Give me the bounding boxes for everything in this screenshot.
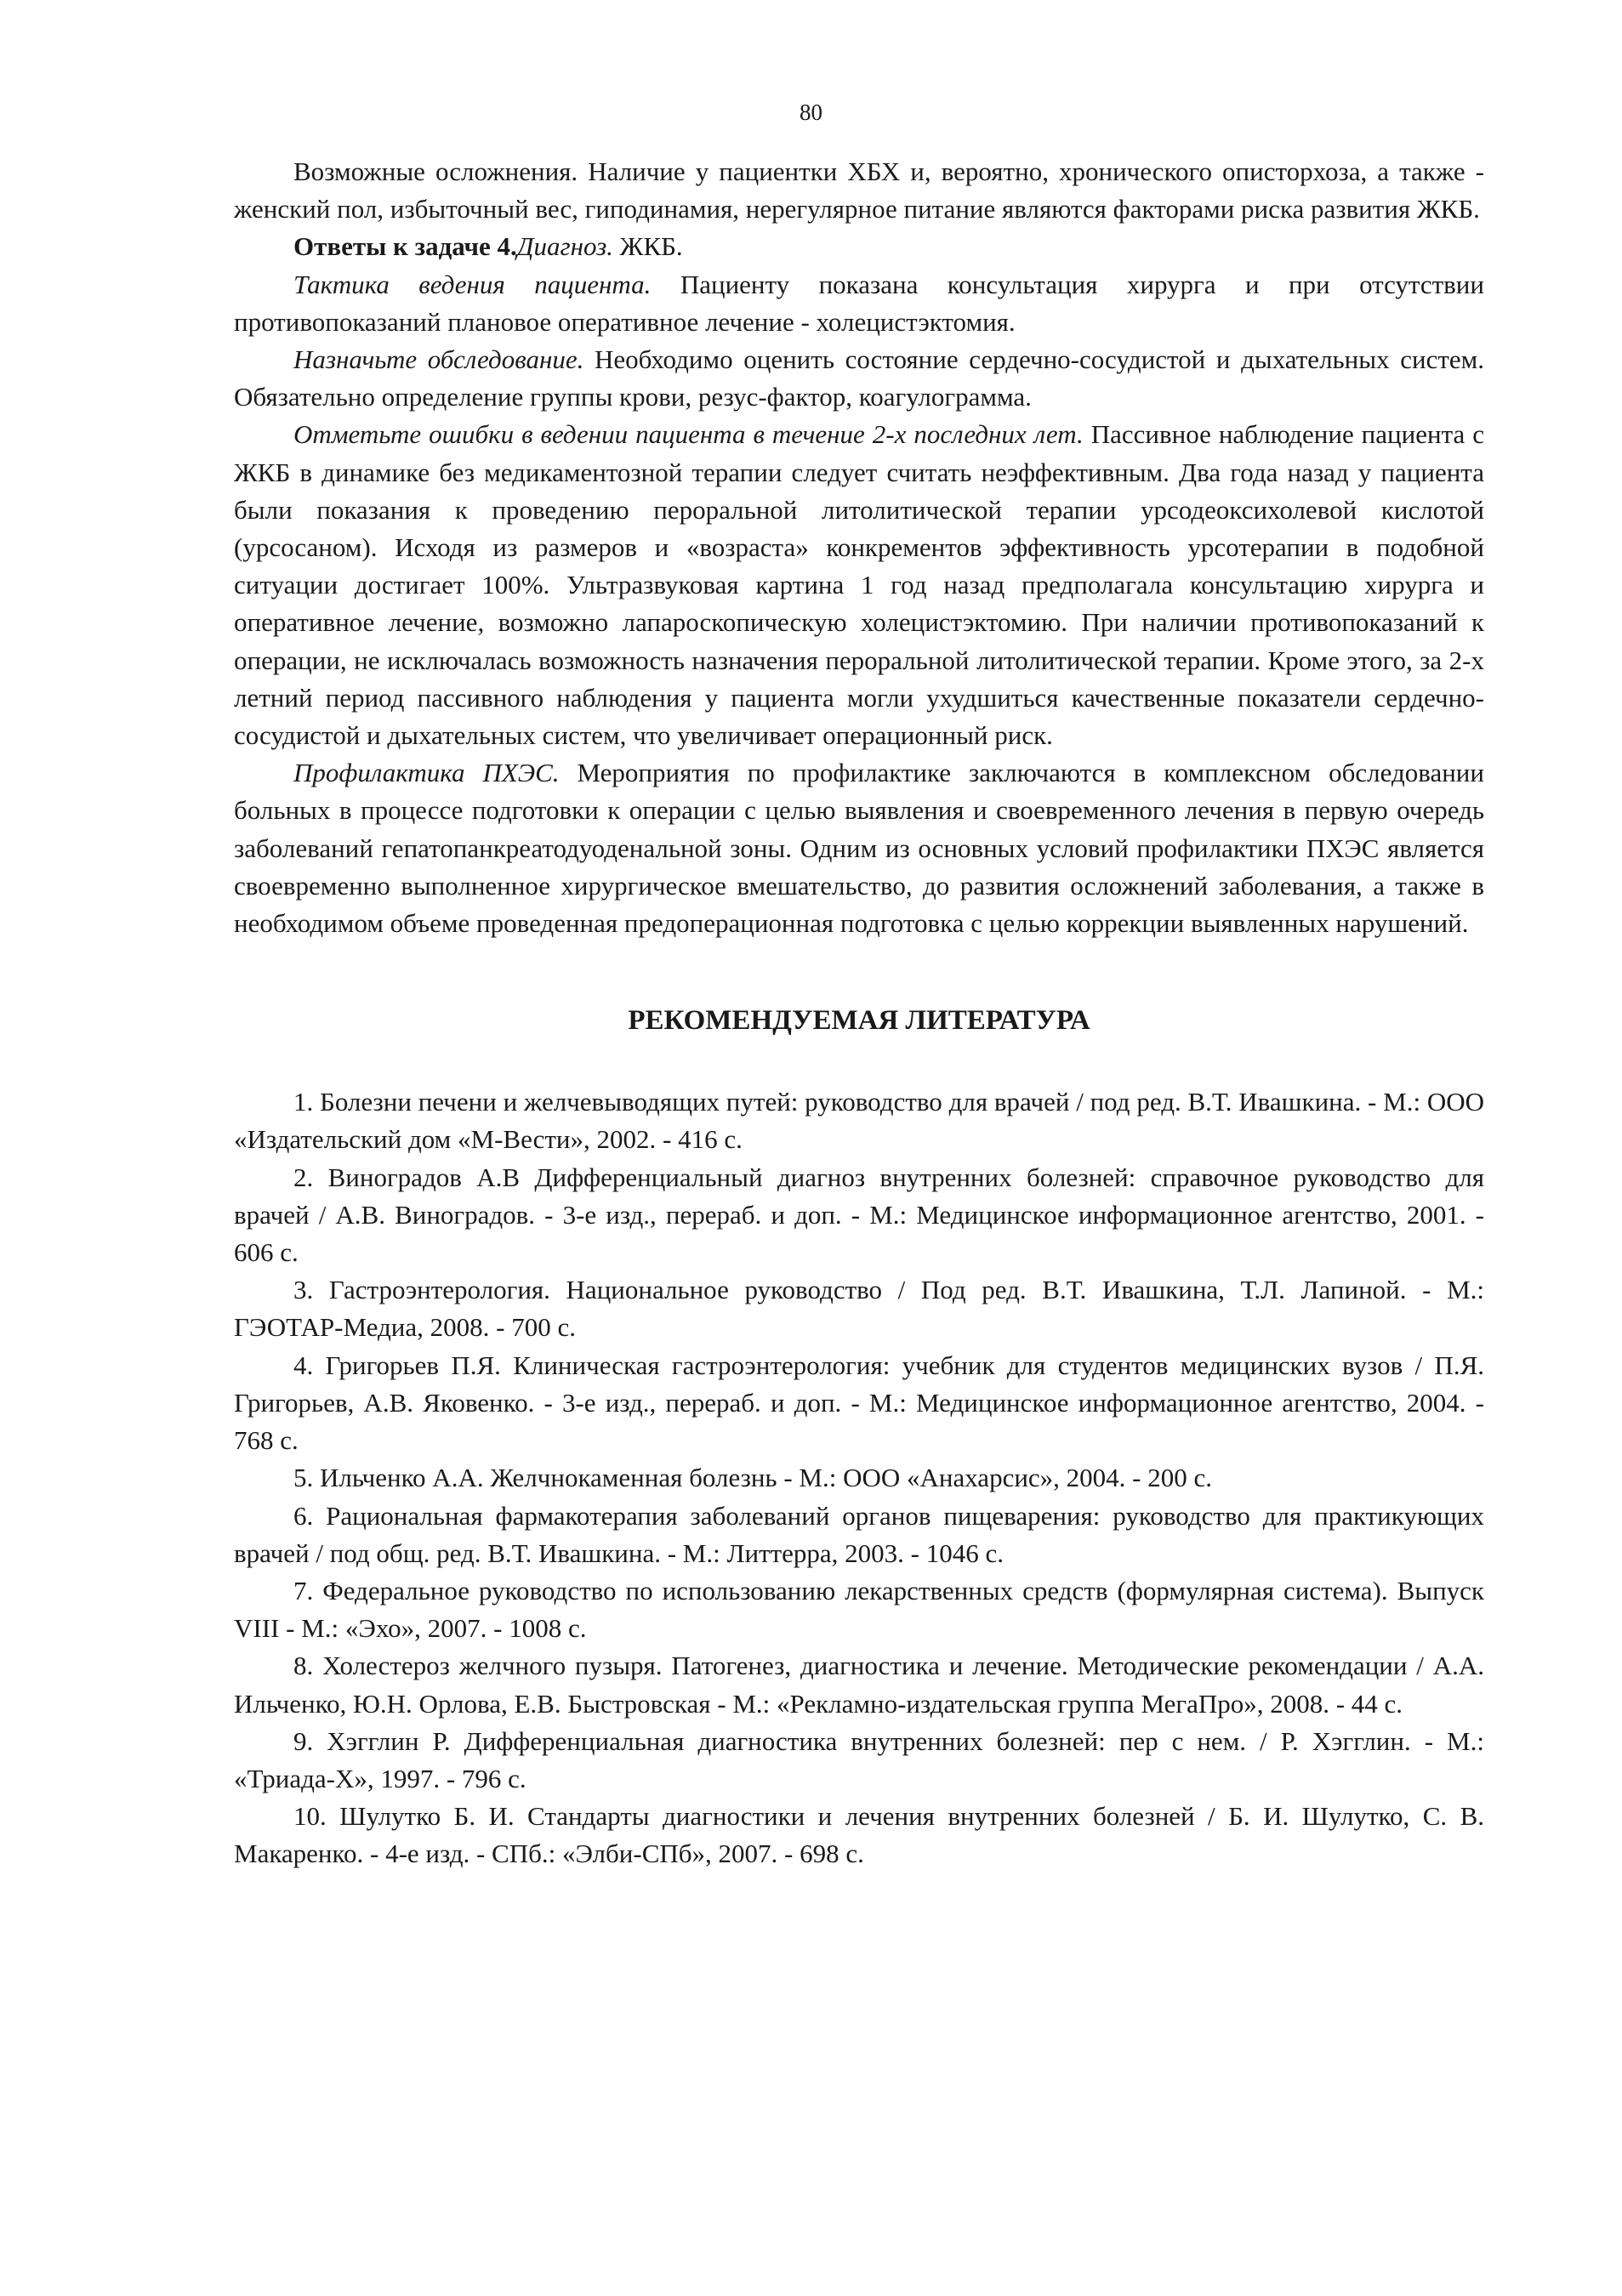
paragraph-prevention	[234, 754, 1484, 942]
diagnosis-text: ЖКБ.	[612, 231, 683, 262]
diagnosis-label: Диагноз.	[516, 231, 613, 262]
literature-item: 7. Федеральное руководство по использованию лекарственных средств (формулярная система). Выпуск VIII - М.: «Эхо», 2007. - 1008 с.	[234, 1575, 1484, 1644]
errors-label: Отметьте ошибки в ведении пациента в течение 2-х последних лет.	[293, 419, 1084, 450]
errors-text: Пассивное наблюдение пациента с ЖКБ в динамике без медикаментозной терапии следует считать неэффективным. Два года назад у пациента были показания к проведению пероральной литолитической терапии урсодеоксихолевой кислотой (урсосаном). Исходя из размеров и «возраста» конкрементов эффективность урсотерапии в подобной ситуации достигает 100%. Ультразвуковая картина 1 год назад предполагала консультацию хирурга и оперативное лечение, возможно лапароскопическую холецистэктомию. При наличии противопоказаний к операции, не исключалась возможность назначения пероральной литолитической терапии. Кроме этого, за 2-х летний период пассивного наблюдения у пациента могли ухудшиться качественные показатели сердечно-сосудистой и дыхательных систем, что увеличивает операционный риск.	[234, 419, 1484, 751]
tactics-text: Пациенту показана консультация хирурга и при отсутствии противопоказаний плановое оперативное лечение - холецистэктомия.	[234, 269, 1484, 337]
answers-heading: Ответы к задаче 4.	[293, 231, 517, 262]
literature-heading: РЕКОМЕНДУЕМАЯ ЛИТЕРАТУРА	[628, 1005, 1090, 1037]
examination-text: Необходимо оценить состояние сердечно-сосудистой и дыхательных систем. Обязательно определение группы крови, резус-фактор, коагулограмма.	[234, 344, 1484, 412]
literature-item: 5. Ильченко А.А. Желчнокаменная болезнь - М.: ООО «Анахарсис», 2004. - 200 с.	[293, 1463, 1213, 1493]
paragraph-text: Возможные осложнения. Наличие у пациентки ХБХ и, вероятно, хронического описторхоза, а также - женский пол, избыточный вес, гиподинамия, нерегулярное питание являются факторами риска развития ЖКБ.	[234, 156, 1484, 224]
paragraph-answers-task-4	[234, 228, 1484, 265]
literature-item: 8. Холестероз желчного пузыря. Патогенез, диагностика и лечение. Методические рекомендации / А.А. Ильченко, Ю.Н. Орлова, Е.В. Быстровская - М.: «Рекламно-издательская группа МегаПро», 2008. - 44 с.	[234, 1651, 1484, 1719]
page-content	[234, 153, 1484, 1873]
paragraph-examination	[234, 341, 1484, 416]
prevention-label: Профилактика ПХЭС.	[293, 758, 560, 788]
examination-label: Назначьте обследование.	[293, 344, 584, 375]
literature-item: 1. Болезни печени и желчевыводящих путей: руководство для врачей / под ред. В.Т. Ивашкина. - М.: ООО «Издательский дом «М-Вести», 2002. - 416 с.	[234, 1087, 1484, 1155]
literature-list	[234, 1083, 1484, 1873]
literature-item: 4. Григорьев П.Я. Клиническая гастроэнтерология: учебник для студентов медицинских вузов / П.Я. Григорьев, А.В. Яковенко. - 3-е изд., перераб. и доп. - М.: Медицинское информационное агентство, 2004. - 768 с.	[234, 1350, 1484, 1456]
literature-item: 3. Гастроэнтерология. Национальное руководство / Под ред. В.Т. Ивашкина, Т.Л. Лапиной. - М.: ГЭОТАР-Медиа, 2008. - 700 с.	[234, 1275, 1484, 1343]
tactics-label: Тактика ведения пациента.	[293, 269, 652, 299]
literature-item: 6. Рациональная фармакотерапия заболеваний органов пищеварения: руководство для практикующих врачей / под общ. ред. В.Т. Ивашкина. - М.: Литтерра, 2003. - 1046 с.	[234, 1500, 1484, 1568]
literature-item: 10. Шулутко Б. И. Стандарты диагностики и лечения внутренних болезней / Б. И. Шулутко, С. В. Макаренко. - 4-е изд. - СПб.: «Элби-СПб», 2007. - 698 с.	[234, 1801, 1484, 1869]
literature-item: 9. Хэгглин Р. Дифференциальная диагностика внутренних болезней: пер с нем. / Р. Хэгглин. - М.: «Триада-Х», 1997. - 796 с.	[234, 1725, 1484, 1793]
literature-item: 2. Виноградов А.В Дифференциальный диагноз внутренних болезней: справочное руководство для врачей / А.В. Виноградов. - 3-е изд., перераб. и доп. - М.: Медицинское информационное агентство, 2001. - 606 с.	[234, 1162, 1484, 1268]
paragraph-errors	[234, 416, 1484, 754]
paragraph-complications	[234, 153, 1484, 228]
prevention-text: Мероприятия по профилактике заключаются в комплексном обследовании больных в процессе подготовки к операции с целью выявления и своевременного лечения в первую очередь заболеваний гепатопанкреатодуоденальной зоны. Одним из основных условий профилактики ПХЭС является своевременно выполненное хирургическое вмешательство, до развития осложнений заболевания, а также в необходимом объеме проведенная предоперационная подготовка с целью коррекции выявленных нарушений.	[234, 758, 1484, 939]
page-number: 80	[800, 99, 822, 125]
paragraph-tactics	[234, 266, 1484, 341]
